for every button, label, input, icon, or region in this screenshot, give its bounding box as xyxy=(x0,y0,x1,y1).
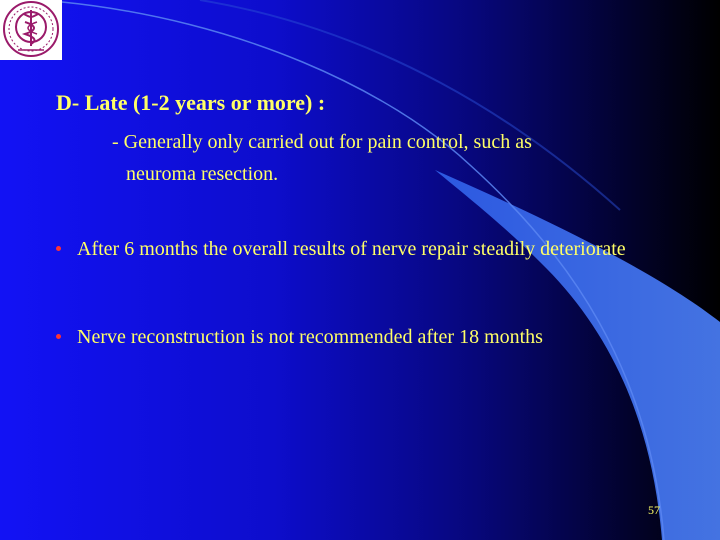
bullet-item xyxy=(56,324,646,350)
bullet-text: Nerve reconstruction is not recommended after 18 months xyxy=(77,326,543,348)
logo xyxy=(0,0,62,60)
subtext-line-2: neuroma resection. xyxy=(126,163,279,185)
caduceus-emblem-icon xyxy=(0,0,62,60)
subtext-line-1: - Generally only carried out for pain control, such as xyxy=(112,131,532,153)
slide-heading: D- Late (1-2 years or more) : xyxy=(56,90,326,115)
bullet-text: After 6 months the overall results of nerve repair steadily deteriorate xyxy=(77,238,626,260)
bullet-item xyxy=(56,236,646,262)
curve-fill xyxy=(435,170,720,540)
slide-number: 57 xyxy=(648,503,660,517)
bullet-icon xyxy=(56,334,61,339)
bullet-icon xyxy=(56,246,61,251)
